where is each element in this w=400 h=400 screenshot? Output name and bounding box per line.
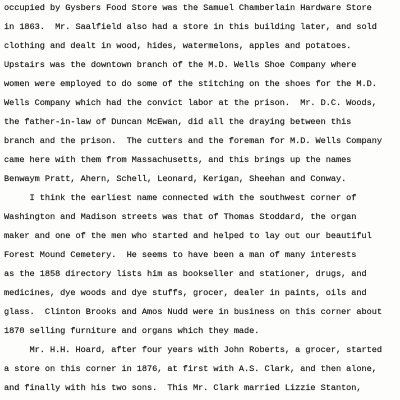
text-line: Upstairs was the downtown branch of the M.D. Wells Shoe Company where: [4, 60, 357, 70]
text-line: as the 1858 directory lists him as bookseller and stationer, drugs, and: [4, 269, 367, 279]
text-line: branch and the prison. The cutters and the foreman for M.D. Wells Company: [4, 136, 382, 146]
text-line: I think the earliest name connected with the southwest corner of: [4, 193, 357, 203]
text-line: maker and one of the men who started and helped to lay out our beautiful: [4, 231, 372, 241]
text-line: in 1863. Mr. Saalfield also had a store in this building later, and sold: [4, 22, 377, 32]
text-line: Mr. H.H. Hoard, after four years with John Roberts, a grocer, started: [4, 345, 382, 355]
text-line: the father-in-law of Duncan McEwan, did all the draying between this: [4, 117, 352, 127]
text-line: came here with them from Massachusetts, and this brings up the names: [4, 155, 352, 165]
text-line: glass. Clinton Brooks and Amos Nudd were in business on this corner about: [4, 307, 382, 317]
text-line: 1870 selling furniture and organs which they made.: [4, 326, 260, 336]
text-line: and finally with his two sons. This Mr. Clark married Lizzie Stanton,: [4, 383, 362, 393]
text-line: Wells Company which had the convict labor at the prison. Mr. D.C. Woods,: [4, 98, 377, 108]
text-line: a store on this corner in 1876, at first with A.S. Clark, and then alone,: [4, 364, 377, 374]
text-line: Forest Mound Cemetery. He seems to have been a man of many interests: [4, 250, 357, 260]
text-line: Benwaym Pratt, Ahern, Schell, Leonard, Kerigan, Sheehan and Conway.: [4, 174, 347, 184]
text-line: occupied by Gysbers Food Store was the Samuel Chamberlain Hardware Store: [4, 3, 372, 13]
text-line: clothing and dealt in wood, hides, watermelons, apples and potatoes.: [4, 41, 352, 51]
text-line: women were employed to do some of the stitching on the shoes for the M.D.: [4, 79, 377, 89]
text-line: Washington and Madison streets was that of Thomas Stoddard, the organ: [4, 212, 357, 222]
text-line: medicines, dye woods and dye stuffs, grocer, dealer in paints, oils and: [4, 288, 367, 298]
